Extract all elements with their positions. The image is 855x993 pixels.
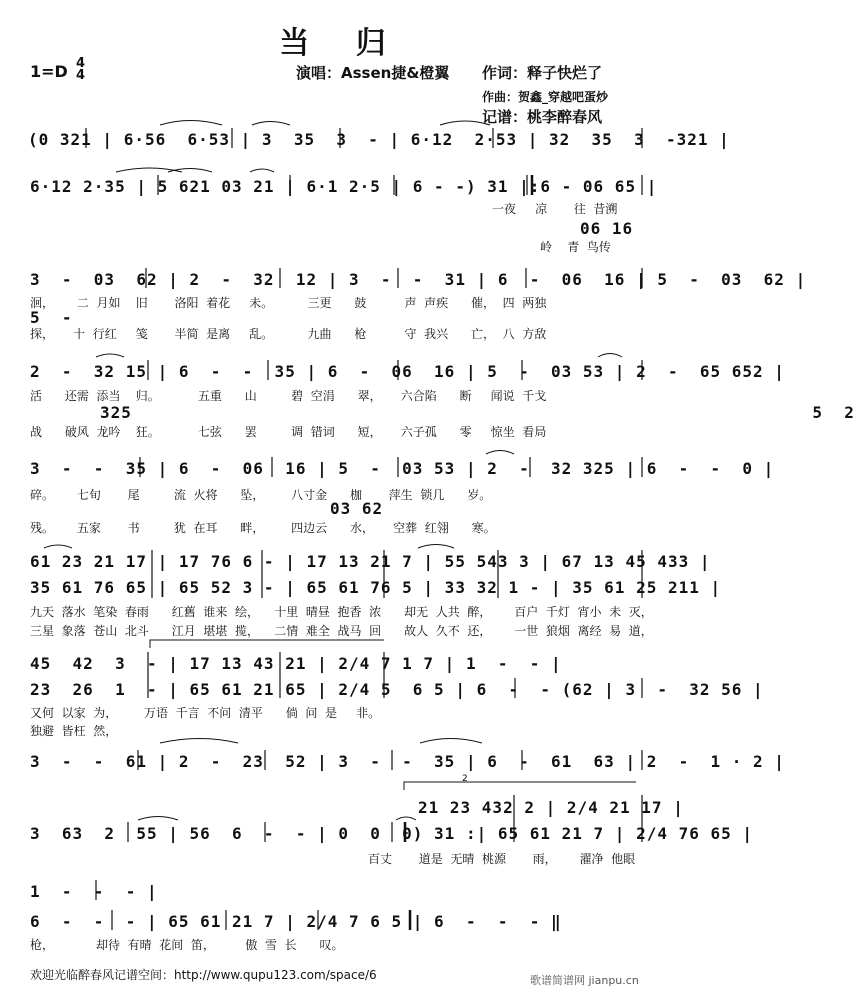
- lyric-line-5a: 碎。 七旬 尾 流 火将 坠， 八寸金 枷 萍生 锁几 岁。: [30, 488, 492, 502]
- score-line-7: 23 26 1 - | 65 61 21 65 | 2/4 5 6 5 | 6 - - (62 | 3 - 32 56 |: [30, 680, 764, 699]
- score-line-10: 6 - - - | 65 61 21 7 | 2/4 7 6 5 | 6 - - - ‖: [30, 912, 562, 931]
- transcriber-credit: 记谱：桃李醉春风: [482, 108, 603, 126]
- lyric-line-5b: 残。 五家 书 犹 在耳 畔， 四边云 水， 空葬 红翎 寒。: [30, 521, 496, 535]
- score-line-5-alt: 03 62: [330, 499, 384, 518]
- meter-bottom: 4: [76, 68, 86, 83]
- footer-link[interactable]: 欢迎光临醉春风记谱空间：http://www.qupu123.com/space/6: [30, 968, 377, 982]
- score-line-1: (0 321 | 6·56 6·53 | 3 35 3 - | 6·12 2·53 | 32 35 3 -321 |: [28, 130, 730, 149]
- lyric-line-2a: 一夜 凉 往 昔溯: [492, 202, 618, 216]
- score-line-5: 3 - - 35 | 6 - 06 16 | 5 - 03 53 | 2 - 32 325 | 6 - - 0 |: [30, 459, 775, 478]
- singer-credit: 演唱：Assen捷&橙翼: [296, 64, 450, 82]
- score-line-6-upper: 61 23 21 17 | 17 76 6 - | 17 13 21 7 | 55 543 3 | 67 13 45 433 |: [30, 552, 711, 571]
- score-line-2-alt: 06 16: [580, 219, 634, 238]
- meter-top: 4: [76, 56, 86, 71]
- lyric-line-3b: 探， 十 行红 笺 半简 是离 乱。 九曲 枪 守 我兴 亡， 八 方敌: [30, 327, 547, 341]
- lyric-line-4a: 活 还需 添当 归。 五重 山 碧 空涓 翠， 六合陷 断 闻说 千戈: [30, 389, 547, 403]
- score-line-3: 3 - 03 62 | 2 - 32 12 | 3 - - 31 | 6 - 06 16 | 5 - 03 62 |: [30, 270, 807, 289]
- lyric-line-7b: 独避 皆枉 然，: [30, 724, 118, 738]
- score-line-3-alt: 5 -: [30, 308, 73, 327]
- lyricist-credit: 作词：释子快烂了: [482, 64, 603, 82]
- score-line-4-alt: 325 5 2: [100, 403, 855, 422]
- score-line-9: 3 63 2 55 | 56 6 - - | 0 0 0) 31 :| 65 61 21 7 | 2/4 76 65 |: [30, 824, 754, 843]
- lyric-line-4b: 战 破风 龙吟 狂。 七弦 罢 调 错词 短， 六子孤 零 惊坐 看局: [30, 425, 547, 439]
- time-signature: [76, 58, 85, 82]
- score-line-6: 35 61 76 65 | 65 52 3 - | 65 61 76 5 | 33 32 1 - | 35 61 25 211 |: [30, 578, 722, 597]
- lyric-line-7a: 又何 以家 为， 万语 千言 不问 清平 倘 问 是 非。: [30, 706, 381, 720]
- volta-number: 2: [462, 774, 468, 784]
- lyric-line-6a: 九天 落水 笔染 春雨 红舊 谁来 绘， 十里 晴昼 抱香 浓 却无 人共 醉， 百户 千灯 宵小 未 灭，: [30, 605, 653, 619]
- score-line-2: 6·12 2·35 | 5 621 03 21 | 6·1 2·5 | 6 - -) 31 |:6 - 06 65 |: [30, 177, 658, 196]
- watermark: 歌谱简谱网 jianpu.cn: [530, 974, 639, 987]
- lyric-line-3a: 洄， 二 月如 旧 洛阳 着花 未。 三更 鼓 声 声疾 催， 四 两独: [30, 296, 547, 310]
- score-line-9-upper: 21 23 432 2 | 2/4 21 17 |: [418, 798, 684, 817]
- score-line-10-upper: 1 - - - |: [30, 882, 158, 901]
- score-line-8: 3 - - 61 | 2 - 23 52 | 3 - - 35 | 6 - 61 63 | 2 - 1 · 2 |: [30, 752, 785, 771]
- key-signature: 1=D: [30, 62, 68, 81]
- score-line-4: 2 - 32 15 | 6 - - 35 | 6 - 06 16 | 5 - 03 53 | 2 - 65 652 |: [30, 362, 785, 381]
- score-line-7-upper: 45 42 3 - | 17 13 43 21 | 2/4 7 1 7 | 1 - - |: [30, 654, 562, 673]
- lyric-line-10: 枪， 却待 有晴 花间 笛， 傲 雪 长 叹。: [30, 938, 344, 952]
- lyric-line-6b: 三星 象落 苍山 北斗 江月 堪堪 揽， 二情 难全 战马 回 故人 久不 还， 一世 狼烟 离经 易 道，: [30, 624, 653, 638]
- song-title: 当 归: [279, 26, 404, 61]
- lyric-line-2b: 岭 青 鸟传: [540, 240, 611, 254]
- composer-credit: 作曲：贺鑫_穿越吧蛋炒: [482, 90, 609, 104]
- lyric-line-9: 百丈 道是 无晴 桃源 雨， 濯净 他眼: [368, 852, 636, 866]
